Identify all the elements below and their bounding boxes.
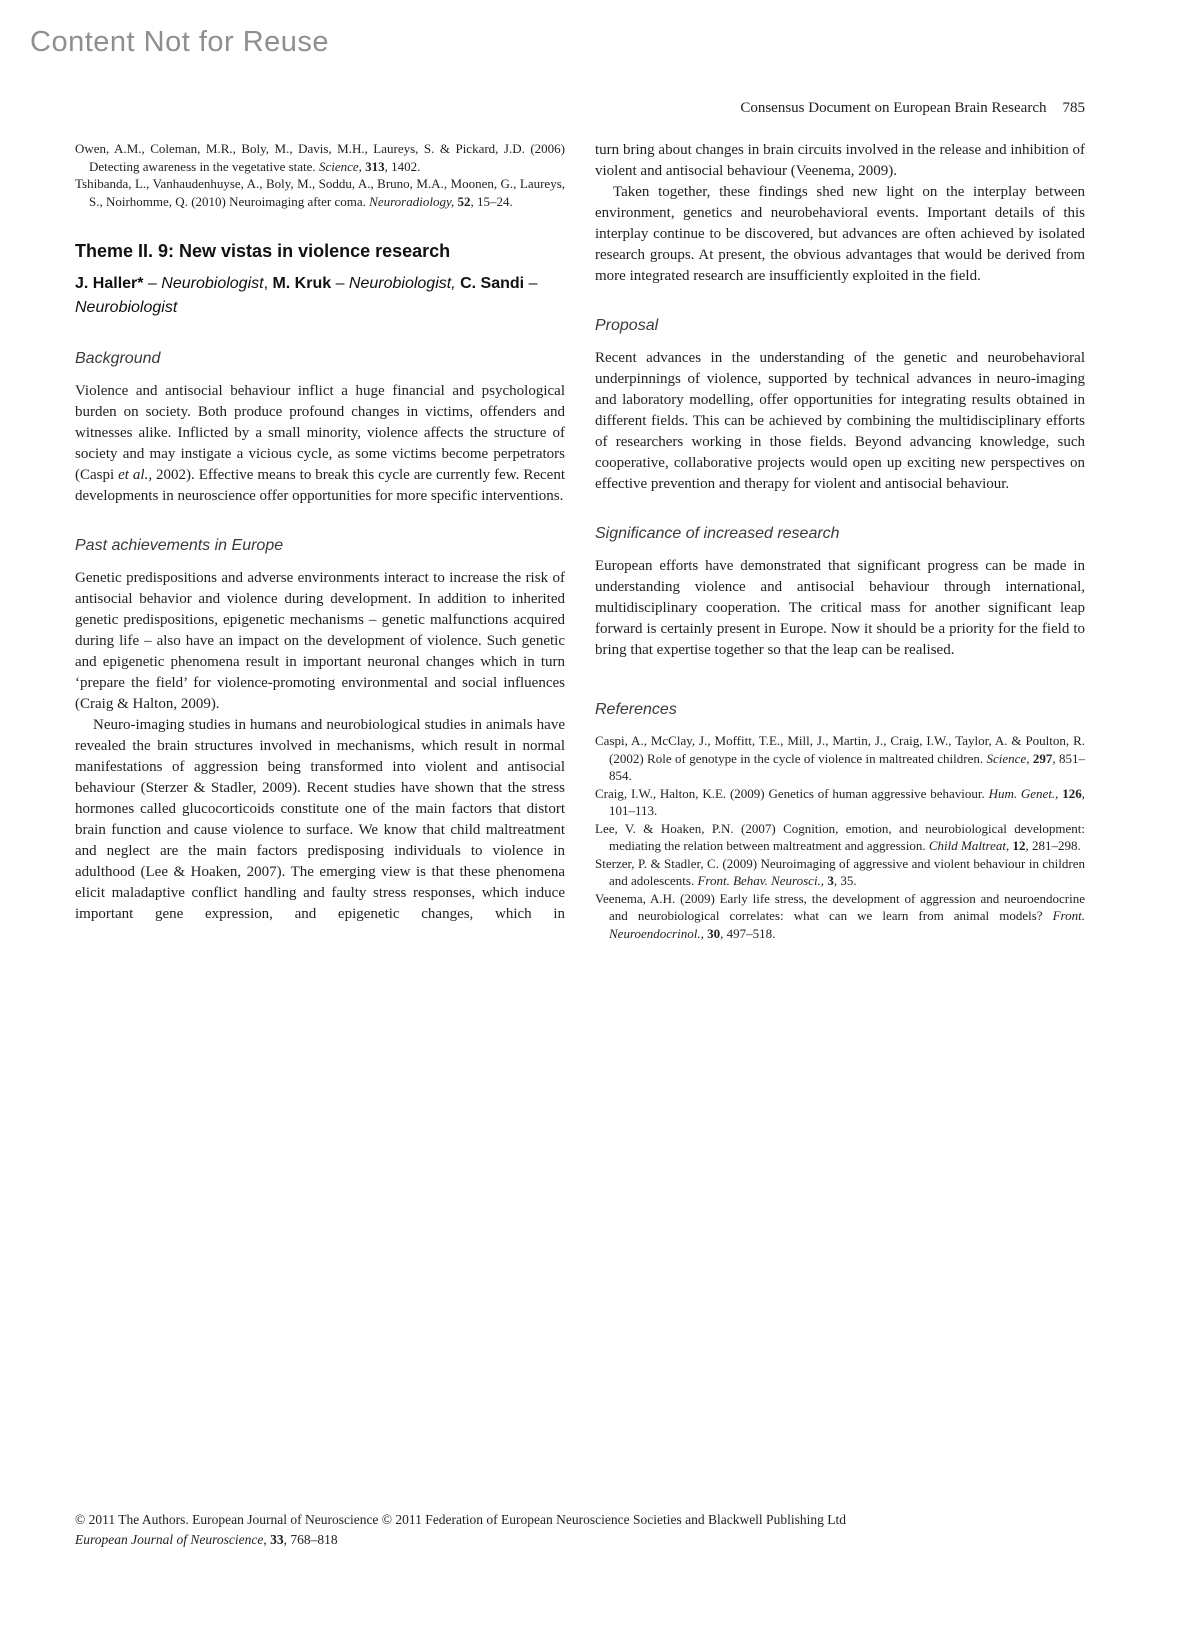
reference-entry: Lee, V. & Hoaken, P.N. (2007) Cognition, emotion, and neurobiological development: mediating the relation between maltreatment and aggression. Child Maltreat, 12, 281–298. <box>595 820 1085 853</box>
page-number: 785 <box>1062 100 1085 116</box>
authors-line: J. Haller* – Neurobiologist, M. Kruk – Neurobiologist, C. Sandi – Neurobiologist <box>75 275 538 316</box>
reference-entry: Owen, A.M., Coleman, M.R., Boly, M., Davis, M.H., Laureys, S. & Pickard, J.D. (2006) Detecting awareness in the vegetative state. Science, 313, 1402. <box>75 141 565 174</box>
reference-entry: Caspi, A., McClay, J., Moffitt, T.E., Mill, J., Martin, J., Craig, I.W., Taylor, A. & Poulton, R. (2002) Role of genotype in the cycle of violence in maltreated children. Science, 297, 851–854. <box>595 733 1086 783</box>
section-heading-proposal: Proposal <box>595 317 659 334</box>
running-head-title: Consensus Document on European Brain Research <box>740 100 1047 116</box>
copyright-line: © 2011 The Authors. European Journal of Neuroscience © 2011 Federation of European Neuroscience Societies and Blackwell Publishing Ltd <box>75 1512 846 1527</box>
reference-entry: Veenema, A.H. (2009) Early life stress, the development of aggression and neuroendocrine and neurobiological correlates: what can we learn from animal models? Front. Neuroendocrinol., 30, 497–518. <box>595 890 1085 941</box>
section-heading-background: Background <box>75 350 161 367</box>
body-paragraph: Violence and antisocial behaviour inflict a huge financial and psychological burden on society. Both produce profound changes in victims, offenders and witnesses alike. Inflicted by a small minority, violence affects the structure of society and may instigate a vicious cycle, as some victims become perpetrators (Caspi et al., 2002). Effective means to break this cycle are currently few. Recent developments in neuroscience offer opportunities for more specific interventions. <box>75 383 565 504</box>
two-column-body <box>75 140 1085 942</box>
watermark-text: Content Not for Reuse <box>30 26 330 58</box>
right-column <box>595 140 1085 942</box>
journal-citation-line: European Journal of Neuroscience, 33, 768–818 <box>75 1532 338 1547</box>
reference-entry: Craig, I.W., Halton, K.E. (2009) Genetics of human aggressive behaviour. Hum. Genet., 126, 101–113. <box>595 785 1085 818</box>
body-paragraph: turn bring about changes in brain circuits involved in the release and inhibition of violent and antisocial behaviour (Veenema, 2009). <box>595 142 1085 179</box>
reference-list <box>595 732 1085 942</box>
theme-heading: Theme II. 9: New vistas in violence research <box>75 241 451 261</box>
left-column <box>75 140 565 942</box>
section-heading-significance: Significance of increased research <box>595 525 840 542</box>
body-paragraph: Taken together, these findings shed new light on the interplay between environment, genetics and neurobehavioral events. Important details of this interplay continue to be discovered, but advances are often achieved by isolated research groups. At present, the obvious advantages that would be derived from more integrated research are insufficiently exploited in the field. <box>595 184 1085 284</box>
reference-entry: Tshibanda, L., Vanhaudenhuyse, A., Boly, M., Soddu, A., Bruno, M.A., Moonen, G., Laureys, S., Noirhomme, Q. (2010) Neuroimaging after coma. Neuroradiology, 52, 15–24. <box>75 176 565 209</box>
section-heading-past-achievements: Past achievements in Europe <box>75 537 284 554</box>
body-paragraph: European efforts have demonstrated that significant progress can be made in understanding violence and antisocial behaviour through international, multidisciplinary cooperation. The critical mass for another significant leap forward is certainly present in Europe. Now it should be a priority for the field to bring that expertise together so that the leap can be realised. <box>595 558 1085 658</box>
running-head <box>75 100 1085 117</box>
body-paragraph: Genetic predispositions and adverse environments interact to increase the risk of antisocial behavior and violence during development. In addition to inherited genetic predispositions, epigenetic mechanisms – genetic malfunctions acquired during life – also have an impact on the development of violence. Such genetic and epigenetic phenomena result in important neuronal changes which in turn ‘prepare the field’ for violence-promoting environmental and social influences (Craig & Halton, 2009). <box>75 570 565 712</box>
section-heading-references: References <box>595 701 677 718</box>
reference-entry: Sterzer, P. & Stadler, C. (2009) Neuroimaging of aggressive and violent behaviour in children and adolescents. Front. Behav. Neurosci., 3, 35. <box>595 855 1085 888</box>
body-paragraph: Recent advances in the understanding of the genetic and neurobehavioral underpinnings of violence, supported by technical advances in neuro-imaging and laboratory modelling, offer opportunities for integrating results obtained in different fields. This can be achieved by combining the multidisciplinary efforts of researchers working in those fields. Beyond advancing knowledge, such cooperative, collaborative projects would open up exciting new perspectives on effective prevention and therapy for violent and antisocial behaviour. <box>595 350 1085 492</box>
page-footer <box>75 1510 1085 1550</box>
carryover-reference-list <box>75 140 565 210</box>
body-paragraph: Neuro-imaging studies in humans and neurobiological studies in animals have revealed the brain structures involved in mechanisms, which result in normal manifestations of aggression being transformed into violent and antisocial behaviour (Sterzer & Stadler, 2009). Recent studies have shown that the stress hormones called glucocorticoids constitute one of the main factors that distort brain function and cause violence to surface. We know that child maltreatment and neglect are the main factors predisposing individuals to violence in adulthood (Lee & Hoaken, 2007). The emerging view is that these phenomena elicit maladaptive conflict handling and faulty stress responses, which induce important gene expression, and epigenetic changes, which in <box>75 717 565 922</box>
